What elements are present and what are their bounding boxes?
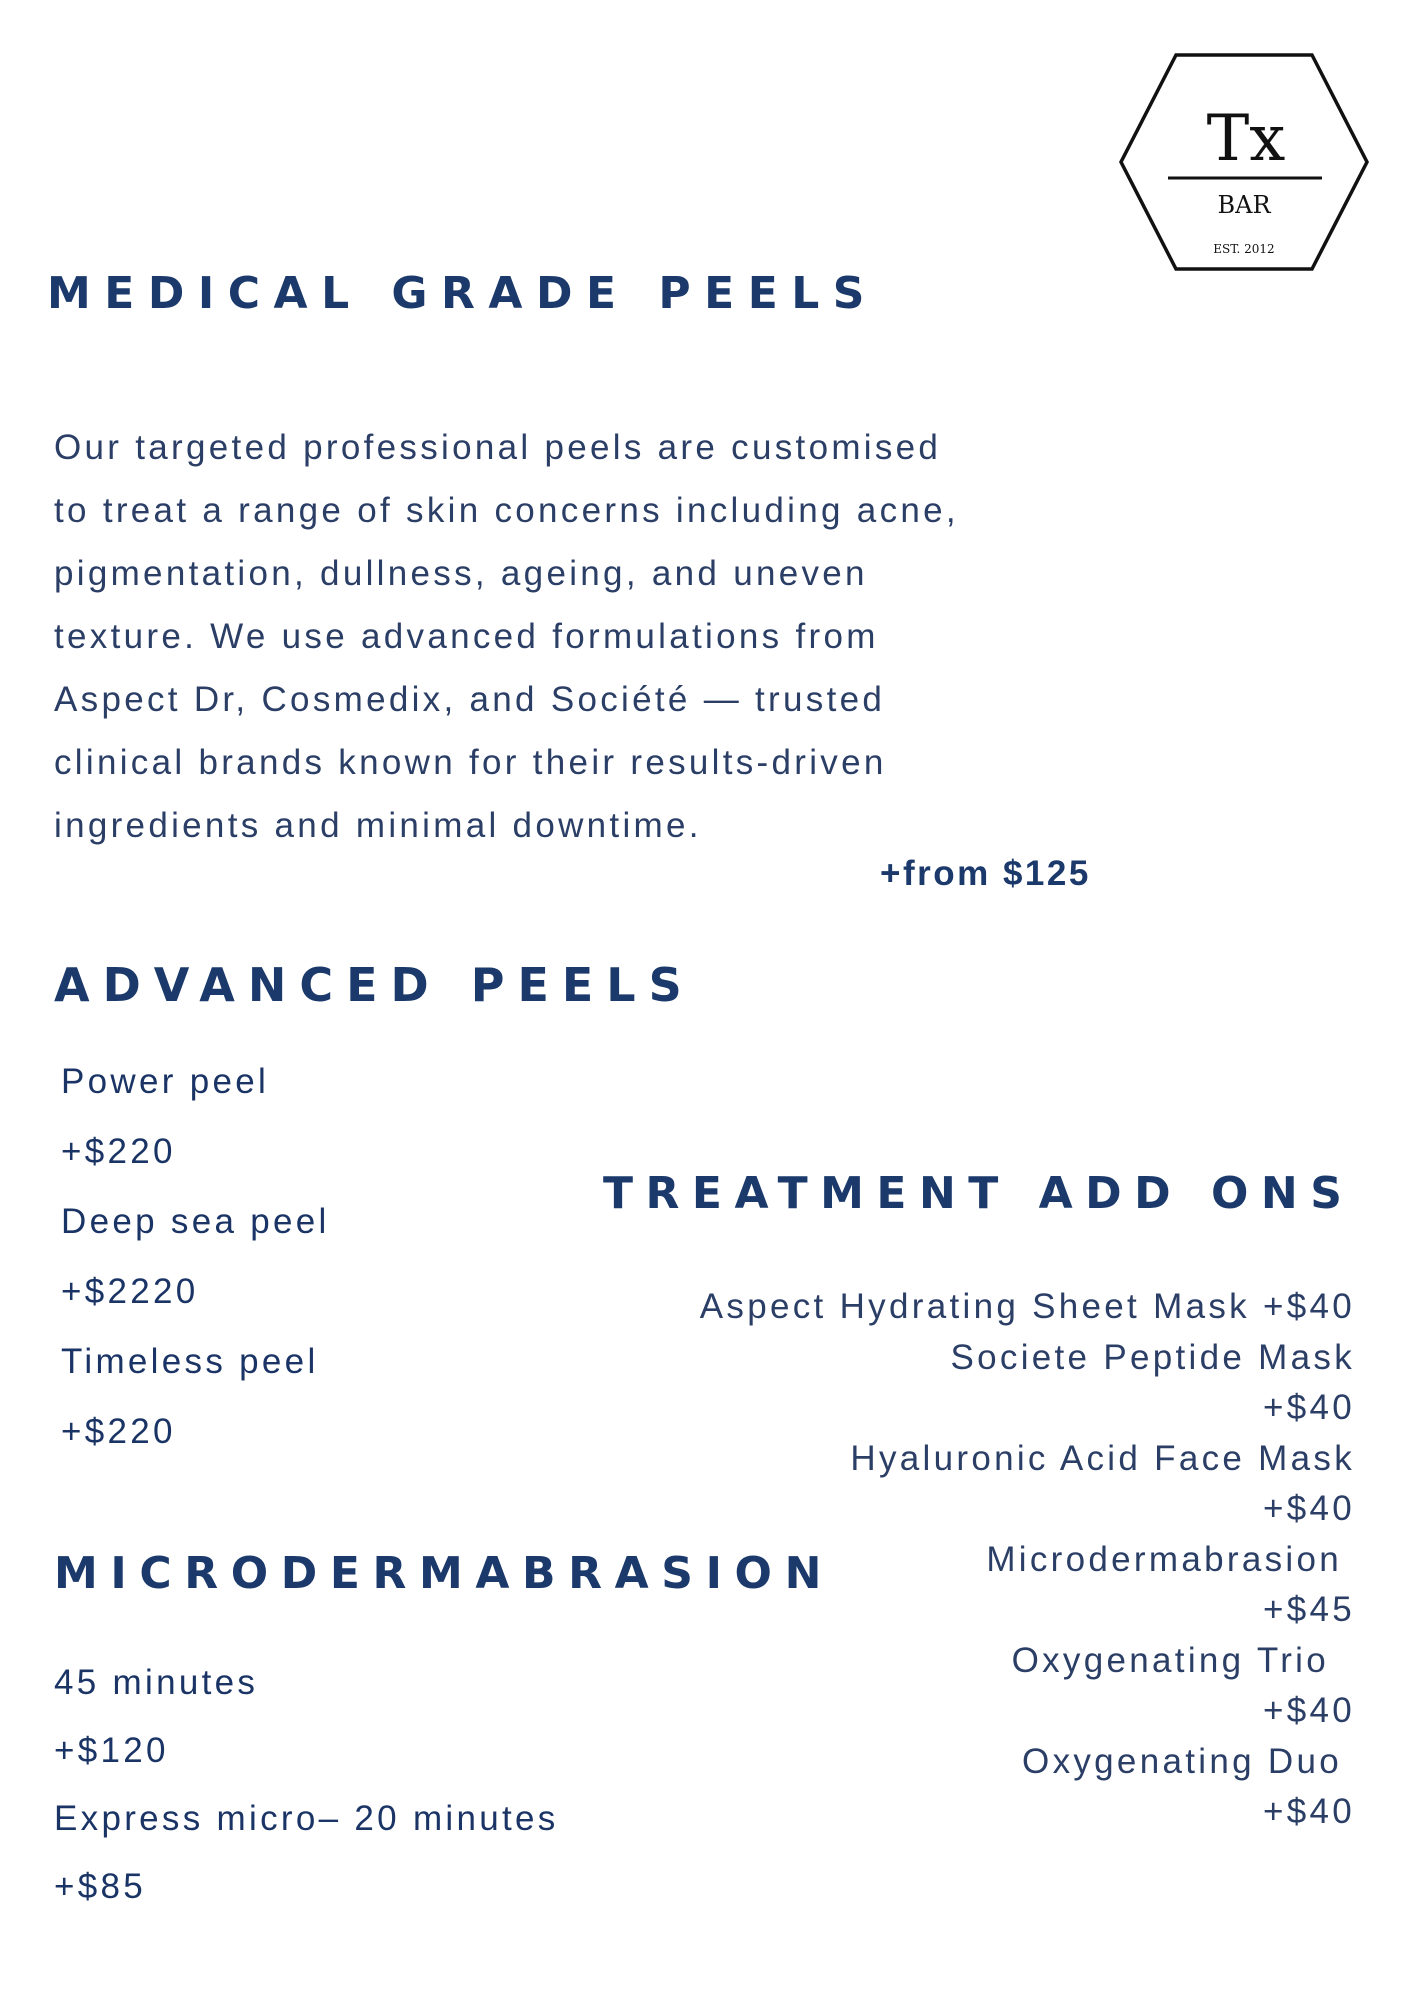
add-on-line: Oxygenating Trio: [1011, 1640, 1329, 1680]
medical-grade-peels-title: MEDICAL GRADE PEELS: [47, 268, 878, 319]
add-on-line: +$40: [1262, 1792, 1355, 1831]
medical-from-price: +from $125: [880, 854, 1091, 893]
tx-bar-logo: [1118, 52, 1370, 272]
description-line: Our targeted professional peels are customised: [54, 428, 942, 467]
peel-price-timeless: +$220: [61, 1412, 176, 1451]
add-on-line: Oxygenating Duo: [1022, 1741, 1342, 1781]
logo-est-text: EST. 2012: [1213, 242, 1275, 256]
peel-name-deep-sea: Deep sea peel: [61, 1202, 330, 1241]
advanced-peels-title: ADVANCED PEELS: [54, 958, 695, 1012]
add-on-line: +$40: [1262, 1489, 1355, 1528]
add-on-line: Microdermabrasion: [986, 1539, 1342, 1579]
peel-price-power: +$220: [61, 1132, 176, 1171]
express-micro-duration: Express micro– 20 minutes: [54, 1799, 559, 1838]
advanced-peels-list: [61, 1047, 330, 1467]
description-line: to treat a range of skin concerns including acne,: [54, 491, 959, 530]
logo-tx-text: Tx: [1206, 102, 1286, 176]
description-line: ingredients and minimal downtime.: [54, 806, 702, 845]
description-line: Aspect Dr, Cosmedix, and Société — trusted: [54, 680, 886, 719]
add-on-line: Aspect Hydrating Sheet Mask +$40: [699, 1287, 1355, 1326]
treatment-add-ons-title: TREATMENT ADD ONS: [603, 1168, 1355, 1219]
description-line: pigmentation, dullness, ageing, and uneven: [54, 554, 868, 593]
peel-price-deep-sea: +$2220: [61, 1272, 199, 1311]
add-on-line: +$40: [1262, 1691, 1355, 1730]
hexagon-logo-icon: [1118, 52, 1370, 272]
logo-bar-text: BAR: [1217, 191, 1271, 219]
peel-name-timeless: Timeless peel: [61, 1342, 319, 1381]
add-on-line: Societe Peptide Mask: [950, 1337, 1355, 1377]
peel-name-power: Power peel: [61, 1062, 270, 1101]
add-on-line: Hyaluronic Acid Face Mask: [850, 1438, 1355, 1478]
add-on-line: +$45: [1262, 1590, 1355, 1629]
express-micro-price: +$85: [54, 1867, 147, 1906]
medical-description: [54, 416, 1144, 857]
micro-price: +$120: [54, 1731, 169, 1770]
microdermabrasion-title: MICRODERMABRASION: [54, 1548, 834, 1599]
microdermabrasion-list: [54, 1649, 559, 1921]
description-line: clinical brands known for their results-driven: [54, 743, 887, 782]
description-line: texture. We use advanced formulations from: [54, 617, 879, 656]
add-on-line: +$40: [1262, 1388, 1355, 1427]
micro-duration: 45 minutes: [54, 1663, 259, 1702]
